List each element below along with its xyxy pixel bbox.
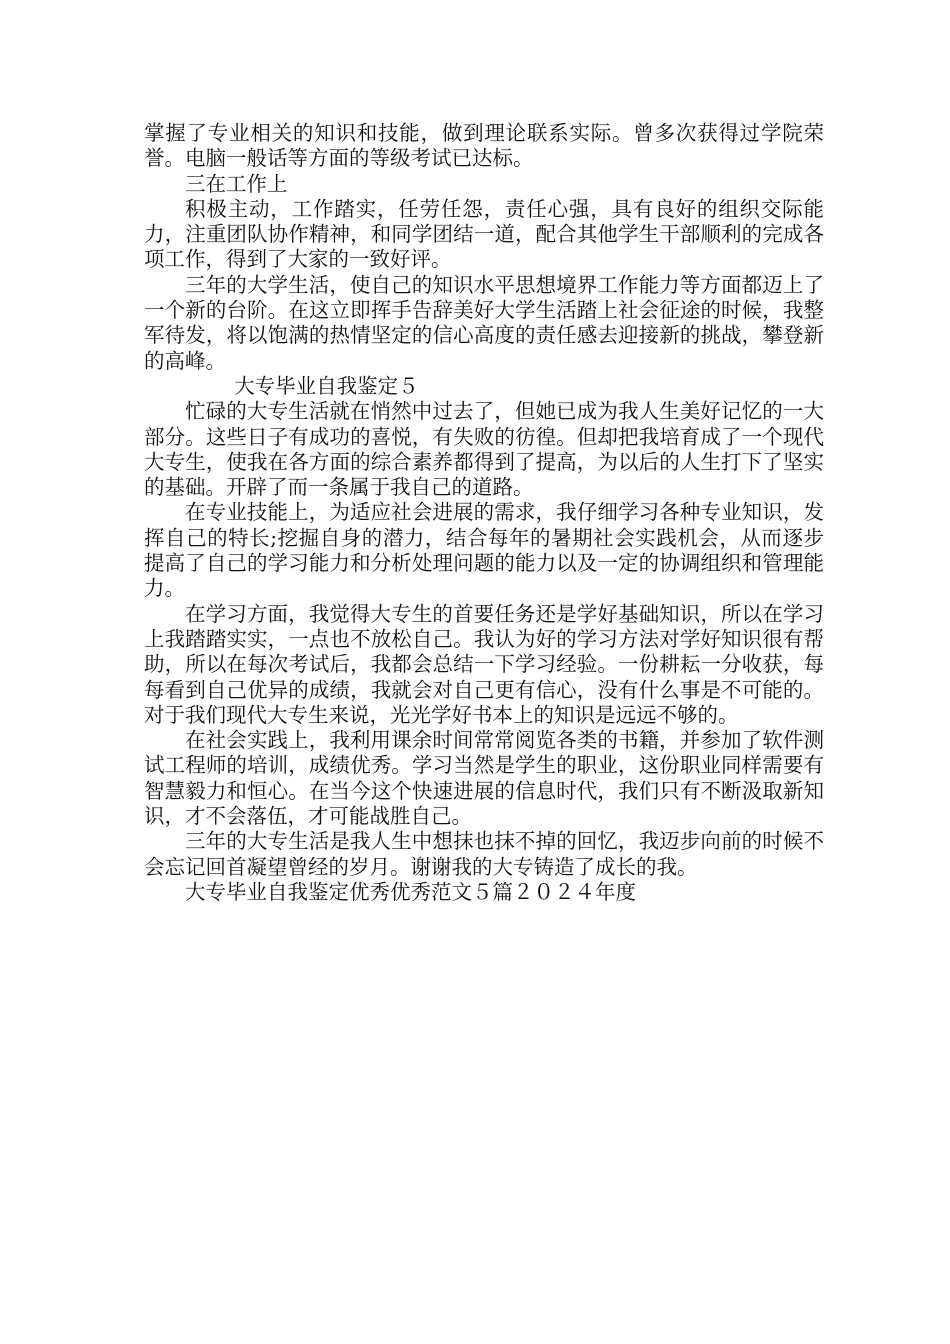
summary-paragraph: 三年的大学生活，使自己的知识水平思想境界工作能力等方面都迈上了一个新的台阶。在这立即挥手告辞美好大学生活踏上社会征途的时候，我整军待发，将以饱满的热情坚定的信心高度的责任感去迎接新的挑战，攀登新的高峰。 xyxy=(144,272,824,373)
section-heading-work: 三在工作上 xyxy=(185,171,288,196)
work-paragraph: 积极主动，工作踏实，任劳任怨，责任心强，具有良好的组织交际能力，注重团队协作精神，和同学团结一道，配合其他学生干部顺利的完成各项工作，得到了大家的一致好评。 xyxy=(144,196,824,272)
essay-title: 大专毕业自我鉴定５ xyxy=(234,373,419,398)
essay-paragraph: 在社会实践上，我利用课余时间常常阅览各类的书籍，并参加了软件测试工程师的培训，成绩优秀。学习当然是学生的职业，这份职业同样需要有智慧毅力和恒心。在当今这个快速进展的信息时代，我们只有不断汲取新知识，才不会落伍，才可能战胜自己。 xyxy=(144,728,824,829)
essay-paragraph: 在专业技能上，为适应社会进展的需求，我仔细学习各种专业知识，发挥自己的特长;挖掘自身的潜力，结合每年的暑期社会实践机会，从而逐步提高了自己的学习能力和分析处理问题的能力以及一定的协调组织和管理能力。 xyxy=(144,500,824,601)
document-page xyxy=(144,121,824,905)
continuation-paragraph: 掌握了专业相关的知识和技能，做到理论联系实际。曾多次获得过学院荣誉。电脑一般话等方面的等级考试已达标。 xyxy=(144,121,824,171)
document-footer-title: 大专毕业自我鉴定优秀优秀范文５篇２０２４年度 xyxy=(185,879,636,904)
essay-paragraph: 忙碌的大专生活就在悄然中过去了，但她已成为我人生美好记忆的一大部分。这些日子有成功的喜悦，有失败的彷徨。但却把我培育成了一个现代大专生，使我在各方面的综合素养都得到了提高，为以后的人生打下了坚实的基础。开辟了而一条属于我自己的道路。 xyxy=(144,399,824,500)
essay-paragraph: 在学习方面，我觉得大专生的首要任务还是学好基础知识，所以在学习上我踏踏实实，一点也不放松自己。我认为好的学习方法对学好知识很有帮助，所以在每次考试后，我都会总结一下学习经验。一份耕耘一分收获，每每看到自己优异的成绩，我就会对自己更有信心，没有什么事是不可能的。对于我们现代大专生来说，光光学好书本上的知识是远远不够的。 xyxy=(144,601,824,727)
essay-paragraph: 三年的大专生活是我人生中想抹也抹不掉的回忆，我迈步向前的时候不会忘记回首凝望曾经的岁月。谢谢我的大专铸造了成长的我。 xyxy=(144,829,824,879)
